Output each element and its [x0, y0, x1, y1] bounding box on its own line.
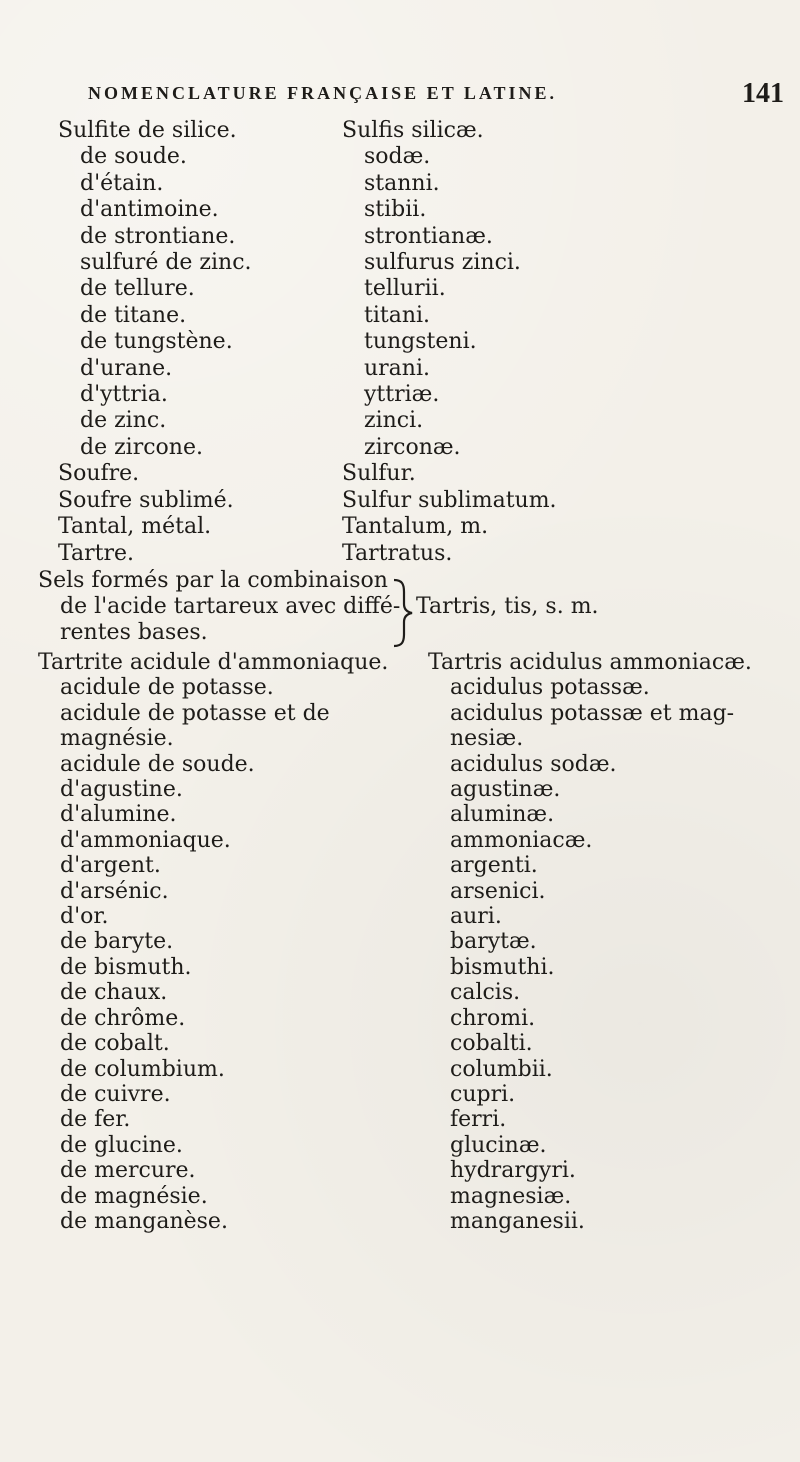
top-right-column [342, 118, 672, 567]
bottom-right-entry-item: argenti. [450, 853, 538, 879]
top-left-list [58, 118, 368, 567]
top-right-entry-item: zinci. [364, 408, 424, 434]
bottom-left-entry-item: d'alumine. [60, 802, 177, 828]
bottom-left-entry-item: d'agustine. [60, 777, 183, 803]
brace-line-1: Sels formés par la combinaison [38, 568, 388, 593]
top-left-entry-item: d'étain. [80, 170, 164, 196]
bottom-left-entry-item: de chrôme. [60, 1005, 186, 1031]
bottom-left-column [38, 650, 398, 1234]
top-left-entry-item: sulfuré de zinc. [80, 250, 252, 276]
top-left-entry-item: Tantal, métal. [58, 514, 212, 540]
bottom-left-entry-item: magnésie. [60, 726, 174, 752]
bottom-left-entry-item: de bismuth. [60, 954, 192, 980]
bottom-right-entry-item: ammoniacæ. [450, 827, 593, 853]
top-right-entry-item: Sulfur. [342, 461, 416, 487]
top-right-entry-item: Sulfis silicæ. [342, 118, 484, 143]
top-left-entry-item: Tartre. [58, 540, 134, 566]
top-right-entry-item: stanni. [364, 170, 440, 196]
brace-right-text: Tartris, tis, s. m. [416, 594, 599, 619]
bottom-right-entry-item: glucinæ. [450, 1132, 547, 1158]
bottom-left-entry-item: de columbium. [60, 1056, 225, 1082]
bottom-right-entry-item: cupri. [450, 1081, 516, 1107]
bottom-right-entry-item: acidulus sodæ. [450, 751, 617, 777]
bottom-right-entry-item: Tartris acidulus ammoniacæ. [428, 650, 752, 675]
top-left-entry-item: Soufre. [58, 461, 140, 487]
bottom-right-entry-item: barytæ. [450, 929, 537, 955]
bottom-left-entry-item: d'or. [60, 904, 109, 930]
top-left-entry-item: d'urane. [80, 355, 173, 381]
top-left-entry-item: de tungstène. [80, 329, 233, 355]
top-right-entry-item: titani. [364, 302, 431, 328]
brace-icon [388, 578, 414, 648]
bottom-right-entry-item: magnesiæ. [450, 1183, 572, 1209]
bottom-left-entry-item: Tartrite acidule d'ammoniaque. [38, 650, 389, 675]
top-left-entry-item: de zircone. [80, 434, 203, 460]
bottom-right-entry-item: calcis. [450, 980, 521, 1006]
bottom-left-entry-item: acidule de potasse et de [60, 700, 330, 726]
bottom-right-entry-item: auri. [450, 904, 502, 930]
bottom-left-entry-item: de manganèse. [60, 1208, 228, 1234]
top-left-column [58, 118, 368, 567]
bottom-right-entry-item: aluminæ. [450, 802, 555, 828]
bottom-right-entry-item: hydrargyri. [450, 1158, 576, 1184]
top-right-entry-item: strontianæ. [364, 223, 493, 249]
brace-line-2: de l'acide tartareux avec diffé- [60, 594, 401, 619]
top-right-entry-item: Tantalum, m. [342, 514, 489, 540]
top-left-entry-item: Sulfite de silice. [58, 118, 237, 143]
top-left-entry-item: Soufre sublimé. [58, 487, 234, 513]
page-number: 141 [742, 78, 784, 109]
brace-line-3: rentes bases. [60, 620, 208, 645]
top-right-entry-item: tungsteni. [364, 329, 477, 355]
bottom-left-entry-item: de magnésie. [60, 1183, 208, 1209]
bottom-right-entry-item: ferri. [450, 1107, 507, 1133]
bottom-right-entry-item: chromi. [450, 1005, 536, 1031]
top-left-entry-item: d'yttria. [80, 382, 168, 408]
top-left-entry-item: de soude. [80, 144, 187, 170]
bottom-right-entry-item: bismuthi. [450, 954, 555, 980]
top-left-entry-item: d'antimoine. [80, 197, 219, 223]
top-right-entry-item: stibii. [364, 197, 427, 223]
top-right-entry-item: sulfurus zinci. [364, 250, 521, 276]
bottom-left-entry-item: de cuivre. [60, 1081, 171, 1107]
bottom-right-entry-item: acidulus potassæ. [450, 675, 650, 701]
running-header: NOMENCLATURE FRANÇAISE ET LATINE. [88, 83, 558, 103]
top-right-entry-item: Sulfur sublimatum. [342, 487, 557, 513]
bottom-left-list [38, 650, 398, 1234]
bottom-right-entry-item: columbii. [450, 1056, 553, 1082]
brace-left-text [38, 568, 401, 646]
bottom-left-entry-item: acidule de soude. [60, 751, 255, 777]
top-right-entry-item: Tartratus. [342, 540, 453, 566]
bottom-right-entry-item: cobalti. [450, 1031, 533, 1057]
top-right-entry-item: tellurii. [364, 276, 446, 302]
top-left-entry-item: de zinc. [80, 408, 167, 434]
bottom-left-entry-item: acidule de potasse. [60, 675, 274, 701]
bottom-right-entry-item: agustinæ. [450, 777, 561, 803]
bottom-right-entry-item: acidulus potassæ et mag- [450, 700, 735, 726]
bottom-right-entry-item: manganesii. [450, 1208, 585, 1234]
bottom-left-entry-item: de mercure. [60, 1158, 196, 1184]
top-right-entry-item: urani. [364, 355, 430, 381]
top-right-entry-item: yttriæ. [364, 382, 440, 408]
bottom-left-entry-item: d'ammoniaque. [60, 827, 231, 853]
top-left-entry-item: de strontiane. [80, 223, 236, 249]
bottom-left-entry-item: de glucine. [60, 1132, 183, 1158]
bottom-left-entry-item: de chaux. [60, 980, 168, 1006]
bottom-left-entry-item: de fer. [60, 1107, 131, 1133]
top-right-entry-item: sodæ. [364, 144, 431, 170]
bottom-left-entry-item: d'arsénic. [60, 878, 169, 904]
bottom-right-entry-item: arsenici. [450, 878, 546, 904]
top-right-entry-item: zirconæ. [364, 434, 461, 460]
top-right-list [342, 118, 672, 567]
top-left-entry-item: de titane. [80, 302, 187, 328]
bottom-left-entry-item: d'argent. [60, 853, 161, 879]
bottom-right-column [428, 650, 788, 1234]
bottom-left-entry-item: de baryte. [60, 929, 174, 955]
bottom-right-entry-item: nesiæ. [450, 726, 524, 752]
top-left-entry-item: de tellure. [80, 276, 195, 302]
bottom-right-list [428, 650, 788, 1234]
bottom-left-entry-item: de cobalt. [60, 1031, 170, 1057]
